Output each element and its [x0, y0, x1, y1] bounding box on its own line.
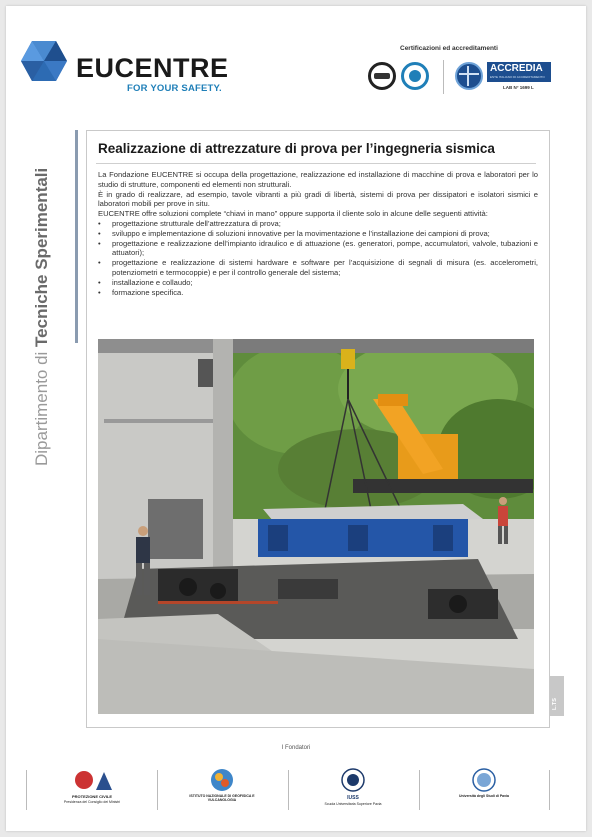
founder-logo-iuss — [313, 768, 393, 818]
list-item: • progettazione e realizzazione di sistemi hardware e software per l’acquisizione di segnali di misura (es. accelerometri, potenziometri e termocoppie) e per il controllo generale del sistema; — [98, 258, 538, 278]
list-item: • formazione specifica. — [98, 288, 538, 298]
footer-divider — [419, 770, 420, 810]
brand-name: EUCENTRE — [76, 53, 229, 83]
founder-logo-unipv — [444, 768, 524, 818]
footer-divider — [157, 770, 158, 810]
accredia-globe-icon — [455, 62, 483, 90]
founder-name: IUSS — [347, 795, 359, 801]
founder-sub: Scuola Universitaria Superiore Pavia — [324, 802, 382, 806]
cert-divider — [443, 60, 444, 94]
founder-name: PROTEZIONE CIVILE — [71, 794, 112, 799]
page-number: L.TS — [552, 698, 558, 710]
footer-divider — [26, 770, 27, 810]
footer-divider — [288, 770, 289, 810]
page-title: Realizzazione di attrezzature di prova per l’ingegneria sismica — [98, 141, 495, 156]
eucentre-hexagon-icon — [20, 40, 68, 82]
list-item: • installazione e collaudo; — [98, 278, 538, 288]
lab-number: LAB N° 1699 L — [503, 85, 534, 90]
founder-logo-ingv — [182, 768, 262, 818]
founder-sub: Presidenza del Consiglio dei Ministri — [63, 800, 121, 804]
accredia-label: ACCREDIA — [490, 63, 543, 74]
founder-name: Università degli Studi di Pavia — [459, 794, 509, 798]
page-tab — [550, 676, 564, 716]
founder-logo-protezione-civile — [52, 768, 132, 818]
brand-tagline: FOR YOUR SAFETY. — [127, 83, 222, 94]
unipv-seal-icon — [472, 768, 496, 792]
activity-list — [98, 219, 538, 297]
title-divider — [96, 163, 536, 164]
quality-certification-badge — [401, 62, 429, 90]
accredia-box — [487, 62, 551, 82]
protezione-civile-icon — [72, 768, 112, 792]
list-item: • progettazione e realizzazione dell’impianto idraulico e di attuazione (es. generatori, pompe, accumulatori, valvole, tubazioni e attuatori); — [98, 239, 538, 259]
body-text — [98, 170, 538, 297]
footer-divider — [549, 770, 550, 810]
founder-name: ISTITUTO NAZIONALE DI GEOFISICA E VULCANOLOGIA — [189, 794, 255, 802]
list-item: • sviluppo e implementazione di soluzioni innovative per la movimentazione e l’installazione dei campioni di prova; — [98, 229, 538, 239]
certifications-title: Certificazioni ed accreditamenti — [400, 45, 498, 52]
department-prefix: Dipartimento di — [32, 351, 51, 466]
certifications-logos — [363, 60, 553, 94]
paragraph: EUCENTRE offre soluzioni complete “chiavi in mano” oppure supporta il cliente solo in alcune delle seguenti attività: — [98, 209, 488, 219]
sidebar-accent-bar — [75, 130, 78, 343]
list-item: • progettazione strutturale dell’attrezzatura di prova; — [98, 219, 538, 229]
iso-certification-badge — [368, 62, 396, 90]
ingv-globe-icon — [210, 768, 234, 792]
paragraph: È in grado di realizzare, ad esempio, tavole vibranti a più gradi di libertà, sistemi di prova per dissipatori e isolatori sismici e laboratori mobili per prove in situ. — [98, 189, 538, 209]
shake-table-photo — [98, 339, 534, 714]
accredia-sub: ENTE ITALIANO DI ACCREDITAMENTO — [490, 75, 545, 79]
department-label — [32, 126, 54, 466]
department-name: Tecniche Sperimentali — [32, 167, 51, 347]
iuss-seal-icon — [341, 768, 365, 792]
founders-title: I Fondatori — [281, 745, 311, 751]
paragraph: La Fondazione EUCENTRE si occupa della progettazione, realizzazione ed installazione di macchine di prova e laboratori per lo studio di strutture, componenti ed elementi non strutturali. — [98, 170, 538, 189]
